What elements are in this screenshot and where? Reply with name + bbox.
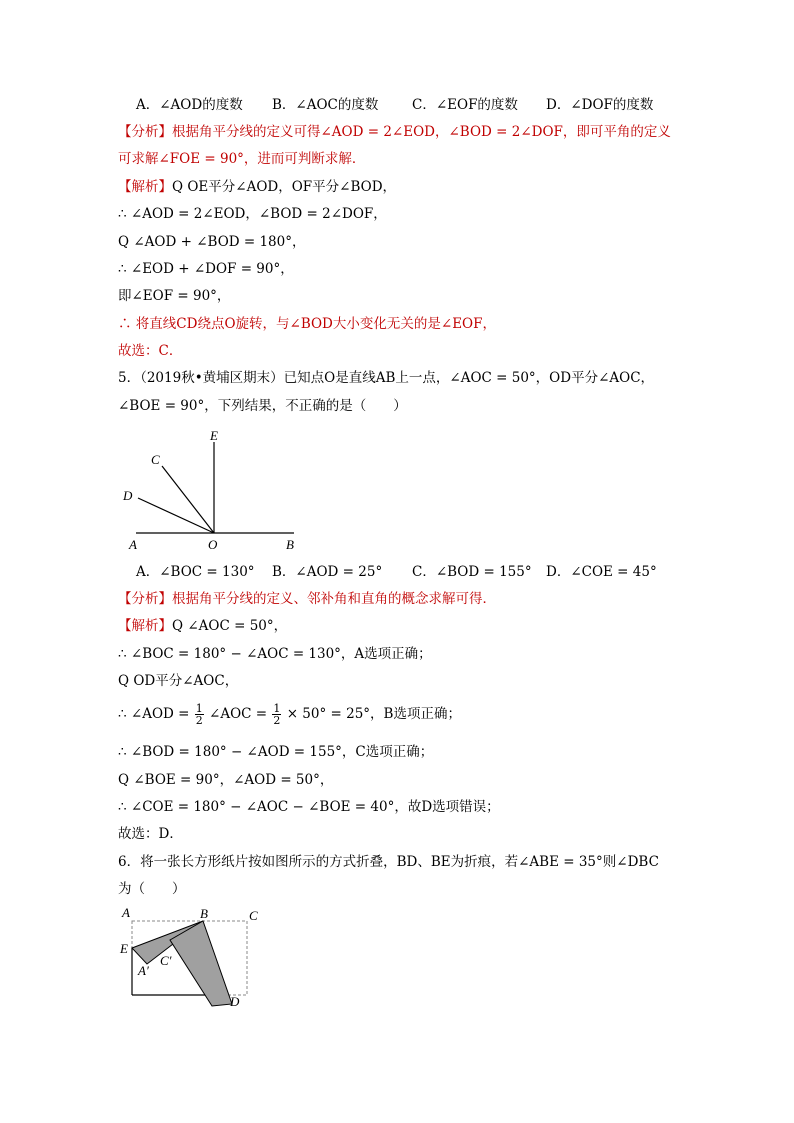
fraction-one-half xyxy=(195,703,204,726)
solution-tag: 【解析】 xyxy=(118,618,172,634)
ray-oc xyxy=(162,466,214,533)
analysis-text: 根据角平分线的定义可得∠AOD = 2∠EOD，∠BOD = 2∠DOF，即可平角的定义 xyxy=(172,124,671,140)
label-e: E xyxy=(210,428,218,443)
s4-mid: ∠AOC = xyxy=(209,706,268,722)
q5-solution-line4 xyxy=(118,703,461,726)
q4-solution-line5: 即∠EOF = 90°， xyxy=(118,288,231,304)
q4-option-d: D．∠DOF的度数 xyxy=(546,97,654,113)
label6-d: D xyxy=(230,994,240,1009)
q4-solution-line4: ∴ ∠EOD + ∠DOF = 90°， xyxy=(118,261,294,277)
q5-stem-line2: ∠BOE = 90°，下列结果，不正确的是（ ） xyxy=(118,398,407,414)
q6-stem-line2: 为（ ） xyxy=(118,881,186,897)
fraction-denominator: 2 xyxy=(195,714,203,727)
analysis-text: 根据角平分线的定义、邻补角和直角的概念求解可得． xyxy=(172,591,496,607)
q5-solution-line5: ∴ ∠BOD = 180° − ∠AOD = 155°，C选项正确； xyxy=(118,744,434,760)
q5-solution-line3: Q OD平分∠AOC， xyxy=(118,673,239,689)
solution-tag: 【解析】 xyxy=(118,179,172,195)
analysis-tag: 【分析】 xyxy=(118,124,172,140)
s4-post: × 50° = 25°，B选项正确； xyxy=(286,706,461,722)
q5-solution-line1 xyxy=(118,618,287,634)
fraction-one-half-2 xyxy=(272,703,281,726)
fraction-denominator: 2 xyxy=(273,714,281,727)
q4-option-b: B．∠AOC的度数 xyxy=(272,97,379,113)
q5-option-c: C．∠BOD = 155° xyxy=(412,564,532,580)
fraction-numerator: 1 xyxy=(195,702,203,715)
label6-b: B xyxy=(200,906,208,921)
q5-option-b: B．∠AOD = 25° xyxy=(272,564,383,580)
q5-option-d: D．∠COE = 45° xyxy=(546,564,657,580)
q4-option-c: C．∠EOF的度数 xyxy=(412,97,518,113)
label-c: C xyxy=(151,452,160,467)
q5-solution-line6: Q ∠BOE = 90°，∠AOD = 50°， xyxy=(118,772,334,788)
q4-option-a: A．∠AOD的度数 xyxy=(136,97,243,113)
q6-stem-line1: 6．将一张长方形纸片按如图所示的方式折叠，BD、BE为折痕，若∠ABE = 35°则∠DBC xyxy=(118,854,659,870)
label6-c: C xyxy=(249,908,258,923)
fraction-numerator: 1 xyxy=(273,702,281,715)
label-b: B xyxy=(286,537,294,552)
q5-stem-line1: 5．（2019秋•黄埔区期末）已知点O是直线AB上一点，∠AOC = 50°，OD平分∠AOC， xyxy=(118,370,655,386)
analysis-tag: 【分析】 xyxy=(118,591,172,607)
q6-fold-figure xyxy=(119,905,258,1009)
label-o: O xyxy=(208,537,218,552)
solution-text: Q OE平分∠AOD，OF平分∠BOD， xyxy=(172,179,397,195)
label-d: D xyxy=(123,488,133,503)
label6-c-prime: C′ xyxy=(160,953,172,968)
q5-analysis-line xyxy=(118,591,496,607)
q5-solution-line7: ∴ ∠COE = 180° − ∠AOC − ∠BOE = 40°，故D选项错误； xyxy=(118,799,500,815)
label6-a-prime: A′ xyxy=(138,963,149,978)
label-a: A xyxy=(129,537,137,552)
s4-pre: ∴ ∠AOD = xyxy=(118,706,190,722)
q5-solution-line2: ∴ ∠BOC = 180° − ∠AOC = 130°，A选项正确； xyxy=(118,646,432,662)
solution-text: Q ∠AOC = 50°， xyxy=(172,618,288,634)
ray-od xyxy=(138,498,214,533)
q4-answer: 故选：C． xyxy=(118,343,183,359)
q4-analysis-line2: 可求解∠FOE = 90°，进而可判断求解． xyxy=(118,151,366,167)
label6-a: A xyxy=(122,905,130,920)
q5-option-a: A．∠BOC = 130° xyxy=(136,564,255,580)
q4-solution-line6: ∴ 将直线CD绕点O旋转，与∠BOD大小变化无关的是∠EOF， xyxy=(118,316,496,332)
q4-solution-line3: Q ∠AOD + ∠BOD = 180°， xyxy=(118,234,306,250)
q5-answer: 故选：D． xyxy=(118,826,183,842)
label6-e: E xyxy=(120,941,128,956)
q4-solution-line2: ∴ ∠AOD = 2∠EOD，∠BOD = 2∠DOF， xyxy=(118,206,387,222)
